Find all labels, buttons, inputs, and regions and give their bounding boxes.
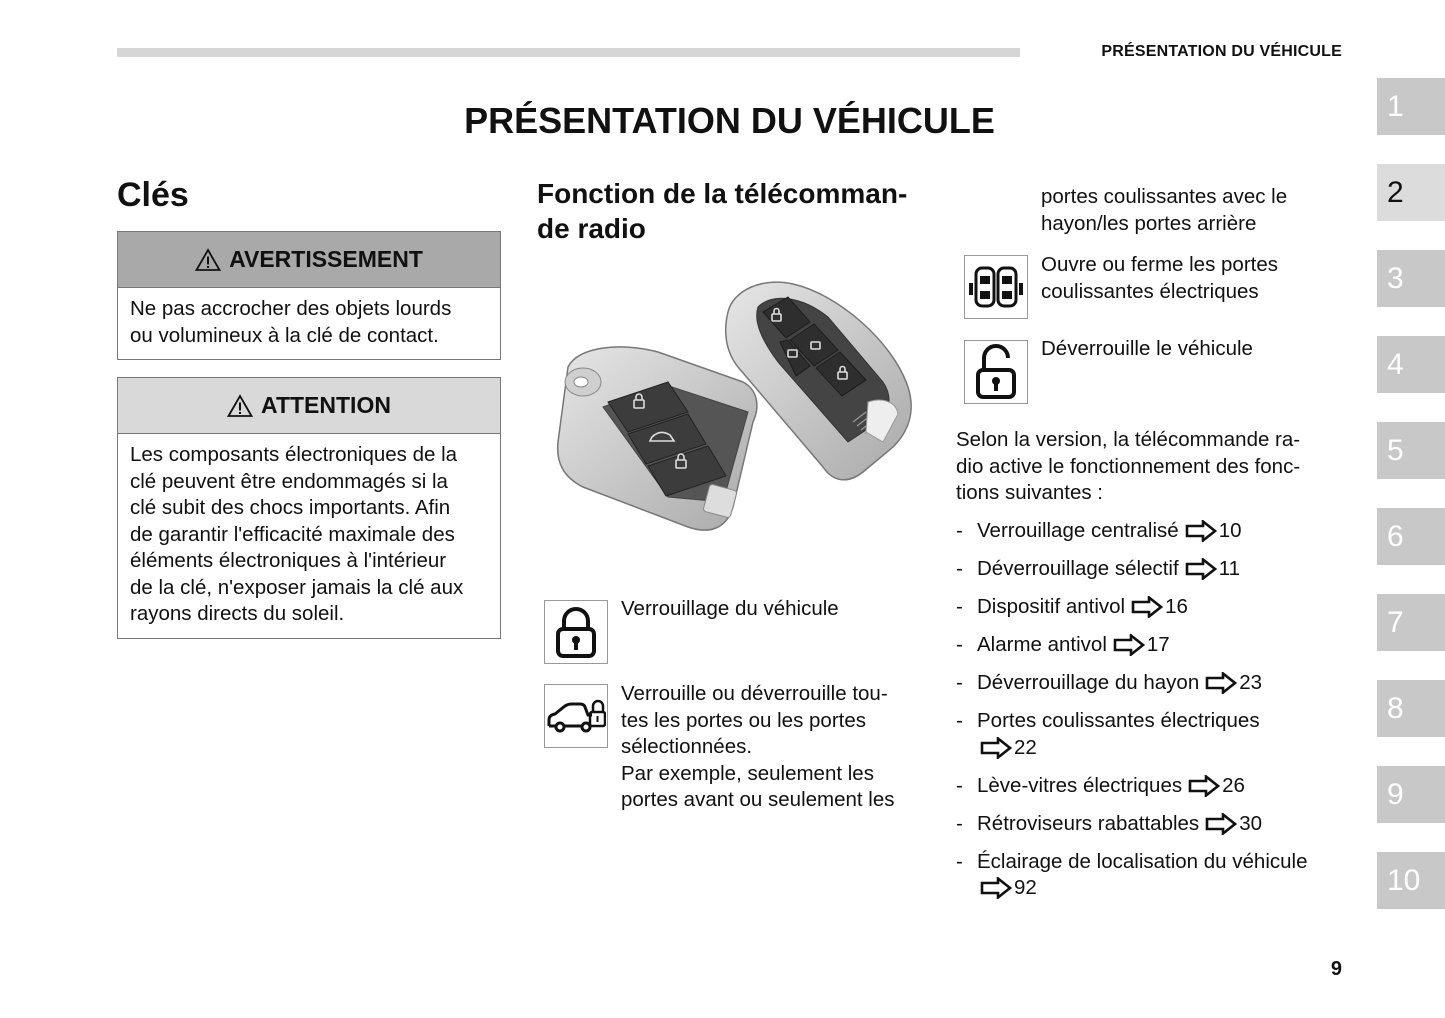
function-label: Verrouillage centralisé bbox=[977, 519, 1179, 542]
legend-car-lock-text bbox=[621, 681, 921, 814]
page-reference-arrow-icon bbox=[1188, 775, 1220, 805]
text-line: Ouvre ou ferme les portes bbox=[1041, 253, 1278, 276]
bullet-dash: - bbox=[956, 595, 963, 618]
chapter-tab-7[interactable]: 7 bbox=[1377, 594, 1445, 651]
chapter-tab-1[interactable]: 1 bbox=[1377, 78, 1445, 135]
page-reference-link[interactable]: 10 bbox=[1218, 519, 1242, 542]
text-line: Ne pas accrocher des objets lourds bbox=[130, 297, 452, 320]
text-line: sélectionnées. bbox=[621, 735, 753, 758]
legend-lock-text bbox=[621, 596, 921, 623]
smart-key bbox=[726, 282, 911, 480]
function-item bbox=[956, 632, 1336, 664]
page-reference-arrow-icon bbox=[980, 737, 1012, 767]
function-item bbox=[956, 518, 1336, 550]
page-reference-link[interactable]: 92 bbox=[1014, 876, 1037, 899]
chapter-tab-6[interactable]: 6 bbox=[1377, 508, 1445, 565]
bullet-dash: - bbox=[956, 519, 963, 542]
padlock-locked-icon bbox=[554, 605, 598, 659]
page-reference-link[interactable]: 30 bbox=[1239, 811, 1262, 835]
function-item bbox=[956, 849, 1336, 907]
caution-box bbox=[117, 377, 501, 639]
folding-key bbox=[558, 347, 757, 530]
text-line: Verrouille ou déverrouille tou- bbox=[621, 682, 888, 705]
bullet-dash: - bbox=[956, 633, 963, 656]
function-label: Alarme antivol bbox=[977, 633, 1107, 656]
warning-text bbox=[118, 288, 500, 359]
text-line: de la clé, n'exposer jamais la clé aux bbox=[130, 575, 464, 599]
function-label: Rétroviseurs rabattables bbox=[977, 811, 1200, 835]
page-reference-arrow-icon bbox=[1185, 558, 1217, 588]
chapter-tab-3[interactable]: 3 bbox=[1377, 250, 1445, 307]
sliding-doors-icon bbox=[966, 265, 1026, 309]
padlock-unlocked-icon bbox=[974, 344, 1018, 400]
sliding-doors-icon-box bbox=[964, 255, 1028, 319]
page-reference-link[interactable]: 11 bbox=[1218, 557, 1240, 580]
chapter-tab-5[interactable]: 5 bbox=[1377, 422, 1445, 479]
bullet-dash: - bbox=[956, 773, 963, 797]
car-padlock-icon bbox=[546, 696, 606, 736]
page-reference-link[interactable]: 26 bbox=[1222, 773, 1245, 797]
text-line: Déverrouille le véhicule bbox=[1041, 337, 1253, 360]
function-list bbox=[956, 518, 1336, 913]
subsection-title bbox=[537, 176, 937, 246]
text-line: tes les portes ou les portes bbox=[621, 708, 866, 732]
function-item bbox=[956, 773, 1336, 805]
legend-unlock-text bbox=[1041, 336, 1341, 363]
warning-triangle-icon bbox=[227, 394, 253, 418]
caution-label: ATTENTION bbox=[261, 392, 391, 418]
chapter-tab-8[interactable]: 8 bbox=[1377, 680, 1445, 737]
header-rule bbox=[117, 48, 1020, 57]
page-title: PRÉSENTATION DU VÉHICULE bbox=[464, 100, 995, 141]
bullet-dash: - bbox=[956, 709, 963, 732]
page-reference-link[interactable]: 17 bbox=[1146, 633, 1170, 656]
function-item bbox=[956, 556, 1336, 588]
function-label: Lève-vitres électriques bbox=[977, 773, 1183, 797]
function-item bbox=[956, 594, 1336, 626]
bullet-dash: - bbox=[956, 811, 963, 835]
text-line: Les composants électroniques de la bbox=[130, 443, 458, 466]
text-line: hayon/les portes arrière bbox=[1041, 211, 1257, 235]
unlock-icon-box bbox=[964, 340, 1028, 404]
page-reference-link[interactable]: 16 bbox=[1165, 595, 1188, 618]
function-label: Déverrouillage sélectif bbox=[977, 557, 1179, 580]
chapter-tab-4[interactable]: 4 bbox=[1377, 336, 1445, 393]
intro-paragraph bbox=[956, 427, 1341, 507]
text-line: Selon la version, la télécommande ra- bbox=[956, 428, 1301, 451]
text-line: clé subit des chocs importants. Afin bbox=[130, 496, 451, 519]
title-line: Fonction de la télécomman- bbox=[537, 178, 908, 209]
function-item bbox=[956, 811, 1336, 843]
car-lock-icon-box bbox=[544, 684, 608, 748]
lock-icon-box bbox=[544, 600, 608, 664]
title-line: de radio bbox=[537, 213, 646, 244]
text-line: rayons directs du soleil. bbox=[130, 602, 345, 625]
text-line: tions suivantes : bbox=[956, 481, 1103, 504]
page-reference-link[interactable]: 23 bbox=[1239, 671, 1263, 694]
text-line: Par exemple, seulement les bbox=[621, 761, 874, 785]
text-line: portes avant ou seulement les bbox=[621, 788, 895, 811]
function-label: Portes coulissantes électriques bbox=[977, 709, 1260, 732]
chapter-tab-9[interactable]: 9 bbox=[1377, 766, 1445, 823]
page-reference-arrow-icon bbox=[1205, 672, 1237, 702]
legend-sliding-text bbox=[1041, 252, 1341, 305]
page-number: 9 bbox=[1330, 958, 1342, 980]
bullet-dash: - bbox=[956, 557, 963, 580]
function-label: Éclairage de localisation du véhicule bbox=[977, 849, 1308, 873]
warning-label: AVERTISSEMENT bbox=[229, 246, 423, 272]
text-line: ou volumineux à la clé de contact. bbox=[130, 323, 439, 347]
page-reference-arrow-icon bbox=[980, 877, 1012, 907]
page-reference-link[interactable]: 22 bbox=[1014, 735, 1037, 759]
text-line: portes coulissantes avec le bbox=[1041, 185, 1288, 208]
bullet-dash: - bbox=[956, 849, 963, 873]
bullet-dash: - bbox=[956, 671, 963, 694]
function-label: Déverrouillage du hayon bbox=[977, 671, 1200, 694]
function-item bbox=[956, 708, 1336, 766]
function-label: Dispositif antivol bbox=[977, 595, 1126, 618]
warning-header bbox=[118, 232, 500, 288]
text-line: Verrouillage du véhicule bbox=[621, 597, 839, 620]
function-item bbox=[956, 670, 1336, 702]
warning-box bbox=[117, 231, 501, 360]
running-title: PRÉSENTATION DU VÉHICULE bbox=[1101, 43, 1342, 60]
legend-continued-text bbox=[1041, 184, 1341, 237]
section-title: Clés bbox=[117, 176, 189, 214]
text-line: coulissantes électriques bbox=[1041, 279, 1259, 303]
key-fob-illustration bbox=[548, 272, 918, 552]
page-reference-arrow-icon bbox=[1205, 813, 1237, 843]
text-line: clé peuvent être endommagés si la bbox=[130, 469, 448, 493]
page-reference-arrow-icon bbox=[1131, 596, 1163, 626]
page-reference-arrow-icon bbox=[1185, 520, 1217, 550]
text-line: dio active le fonctionnement des fonc- bbox=[956, 454, 1301, 478]
chapter-tab-2[interactable]: 2 bbox=[1377, 164, 1445, 221]
text-line: éléments électroniques à l'intérieur bbox=[130, 549, 447, 572]
warning-triangle-icon bbox=[195, 248, 221, 272]
text-line: de garantir l'efficacité maximale des bbox=[130, 522, 455, 546]
caution-header bbox=[118, 378, 500, 434]
page-reference-arrow-icon bbox=[1113, 634, 1145, 664]
chapter-tab-10[interactable]: 10 bbox=[1377, 852, 1445, 909]
caution-text bbox=[118, 434, 500, 638]
